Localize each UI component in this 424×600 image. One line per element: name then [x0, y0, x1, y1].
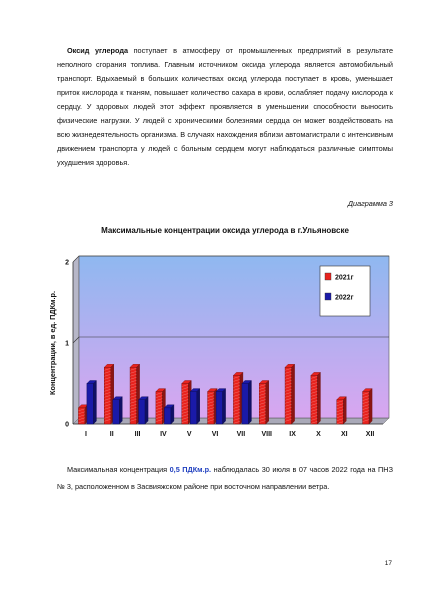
- caption-paragraph: [57, 461, 393, 495]
- x-tick-label-V: V: [186, 431, 192, 438]
- bar-side-I: [93, 381, 96, 425]
- bar-side-IX: [292, 364, 295, 424]
- bar-side-X: [317, 372, 320, 424]
- x-tick-label-VII: VII: [236, 431, 246, 438]
- bar-2022-I: [87, 384, 94, 425]
- y-axis-label: Концентрации, в ед. ПДКм.р.: [48, 291, 57, 395]
- x-tick-label-IX: IX: [289, 431, 296, 438]
- bar-side-V: [197, 389, 200, 424]
- caption-highlight: 0,5 ПДКм.р.: [169, 465, 212, 474]
- caption-after: наблюдалась 30 июля в 07 часов 2022 года на ПНЗ № 3, расположенном в Засвияжском районе при восточном направлении ветра.: [57, 465, 393, 491]
- legend-label-1: 2022г: [335, 294, 354, 302]
- bar-2022-VI: [216, 392, 223, 424]
- caption-before: Максимальная концентрация: [67, 465, 170, 474]
- y-tick-label: 2: [65, 259, 69, 267]
- bar-chart: [30, 252, 394, 452]
- x-tick-label-VI: VI: [211, 431, 219, 438]
- x-tick-label-X: X: [316, 431, 321, 438]
- bar-2022-IV: [164, 408, 171, 424]
- bar-side-IV: [171, 405, 174, 424]
- y-tick-label: 0: [65, 421, 69, 429]
- bar-side-VII: [248, 381, 251, 425]
- bar-2022-V: [190, 392, 197, 424]
- bar-side-XI: [343, 397, 346, 424]
- intro-paragraph: [57, 44, 393, 170]
- x-tick-label-I: I: [84, 431, 87, 438]
- x-tick-label-XI: XI: [340, 431, 348, 438]
- bar-side-III: [145, 397, 148, 424]
- x-tick-label-III: III: [134, 431, 141, 438]
- y-tick-label: 1: [65, 340, 69, 348]
- legend-label-0: 2021г: [335, 274, 354, 282]
- diagram-label: Диаграмма 3: [347, 199, 393, 208]
- x-tick-label-XII: XII: [365, 431, 375, 438]
- legend-swatch-1: [325, 293, 331, 300]
- paragraph-lead: Оксид углерода: [67, 46, 129, 55]
- chart-title: Максимальные концентрации оксида углерода в г.Ульяновске: [101, 226, 349, 235]
- bar-side-VI: [223, 389, 226, 424]
- legend-swatch-0: [325, 273, 331, 280]
- x-tick-label-VIII: VIII: [261, 431, 273, 438]
- bar-2022-III: [139, 400, 146, 424]
- bar-side-II: [119, 397, 122, 424]
- bar-2022-II: [113, 400, 120, 424]
- x-tick-label-II: II: [109, 431, 114, 438]
- paragraph-text: поступает в атмосферу от промышленных предприятий в результате неполного сгорания топлива. Главным источником оксида углерода является автомобильный транспорт. Вдыхаемый в больших количествах оксид углерода поступает в кровь, уменьшает приток кислорода к тканям, повышает количество сахара в крови, ослабляет подачу кислорода к сердцу. У здоровых людей этот эффект проявляется в уменьшении способности выносить физические нагрузки. У людей с хроническими болезнями сердца он может воздействовать на всю жизнедеятельность организма. В случаях нахождения вблизи автомагистрали с интенсивным движением транспорта у людей с больным сердцем могут наблюдаться различные симптомы ухудшения здоровья.: [57, 46, 393, 167]
- bar-side-VIII: [266, 381, 269, 425]
- bar-2022-VII: [242, 384, 249, 425]
- x-tick-label-IV: IV: [160, 431, 167, 438]
- bar-side-XII: [369, 389, 372, 424]
- page-number: 17: [384, 560, 392, 567]
